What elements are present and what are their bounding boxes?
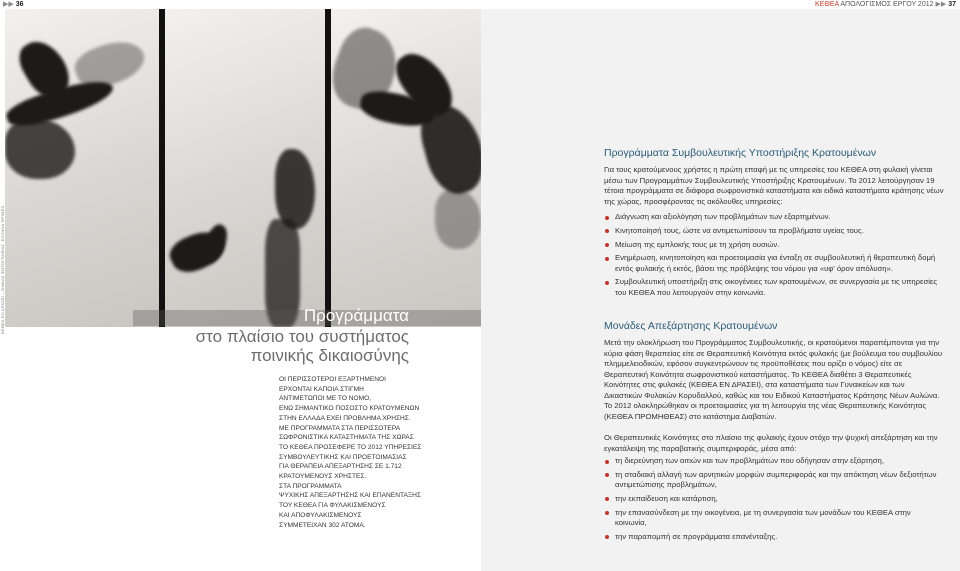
intro-line: ΣΤΗΝ ΕΛΛΑΔΑ ΕΧΕΙ ΠΡΟΒΛΗΜΑ ΧΡΗΣΗΣ.	[279, 414, 411, 422]
page-number: 36	[15, 1, 24, 8]
list-item: την εκπαίδευση και κατάρτιση,	[604, 494, 944, 504]
intro-line: ΚΡΑΤΟΥΜΕΝΟΥΣ ΧΡΗΣΤΕΣ.	[279, 473, 367, 481]
left-page	[0, 9, 480, 571]
intro-line: ΕΝΩ ΣΗΜΑΝΤΙΚΟ ΠΟΣΟΣΤΟ ΚΡΑΤΟΥΜΕΝΩΝ	[279, 405, 420, 413]
list-item: την επανασύνδεση με την οικογένεια, με τη συνεργασία των μονάδων του ΚΕΘΕΑ στην κοινωνία,	[604, 508, 944, 528]
section-heading: Μονάδες Απεξάρτησης Κρατουμένων	[604, 320, 778, 332]
photo-divider	[325, 9, 331, 327]
section-paragraph: Μετά την ολοκλήρωση του Προγράμματος Συμβουλευτικής, οι κρατούμενοι παραπέμπονται για την κύρια φάση θεραπείας είτε σε Θεραπευτική Κοινότητα εκτός φυλακής (με βούλευμα του συμβουλίου πλημμελειοδικών, εφόσον συγκεντρώνουν τις προϋποθέσεις που ορίζει ο νόμος) είτε σε Θεραπευτική Κοινότητα σωφρονιστικού καταστήματος. Το ΚΕΘΕΑ διαθέτει 3 Θεραπευτικές Κοινότητες στις φυλακές (ΚΕΘΕΑ ΕΝ ΔΡΑΣΕΙ), στα καταστήματα των Γυναικείων και των Δικαστικών Φυλακών Κορυδαλλού, καθώς και του Ειδικού Καταστήματος Κράτησης Νέων Αυλώνα. Το 2012 ολοκληρώθηκαν οι προετοιμασίες για τη λειτουργία της νέας Θεραπευτικής Κοινότητας (ΚΕΘΕΑ ΠΡΟΜΗΘΕΑΣ) στο κατάστημα Διαβατών.	[604, 338, 943, 421]
list-item: τη διερεύνηση των αιτιών και των προβλημάτων που οδήγησαν στην εξάρτηση,	[604, 456, 944, 466]
list-item: Συμβουλευτική υποστήριξη στις οικογένειες των κρατουμένων, σε συνεργασία με τις υπηρεσίες του ΚΕΘΕΑ που λειτουργούν στην κοινωνία.	[604, 277, 944, 297]
arrow-marker-icon: ▶▶	[3, 1, 14, 8]
intro-line: ΚΑΙ ΑΠΟΦΥΛΑΚΙΣΜΕΝΟΥΣ	[279, 511, 362, 519]
intro-line: ΣΩΦΡΟΝΙΣΤΙΚΑ ΚΑΤΑΣΤΗΜΑΤΑ ΤΗΣ ΧΩΡΑΣ	[279, 434, 414, 442]
page-title: Προγράμματα	[303, 306, 409, 325]
list-item: Μείωση της εμπλοκής τους με τη χρήση ουσιών.	[604, 240, 944, 250]
intro-line: ΟΙ ΠΕΡΙΣΣΟΤΕΡΟΙ ΕΞΑΡΤΗΜΕΝΟΙ	[279, 376, 386, 383]
running-title: ΑΠΟΛΟΓΙΣΜΟΣ ΕΡΓΟΥ 2012	[840, 1, 934, 8]
intro-line: ΣΥΜΜΕΤΕΙΧΑΝ 302 ΑΤΟΜΑ.	[279, 521, 366, 529]
right-running-head	[815, 0, 956, 8]
list-item: τη σταδιακή αλλαγή των αρνητικών μορφών συμπεριφοράς και την απόκτηση νέων δεξιοτήτων αντιμετώπισης προβλημάτων,	[604, 470, 944, 490]
section-heading: Προγράμματα Συμβουλευτικής Υποστήριξης Κρατουμένων	[604, 147, 877, 159]
page-header	[0, 0, 960, 9]
arrow-marker-icon: ▶▶	[935, 1, 947, 8]
list-item: Κινητοποίησή τους, ώστε να αντιμετωπίσουν τα προβλήματα υγείας τους.	[604, 226, 944, 236]
page-subtitle-line-2: ποινικής δικαιοσύνης	[250, 346, 409, 365]
hands-shadow-photo	[5, 9, 481, 327]
right-page	[481, 9, 960, 571]
intro-line: ΓΙΑ ΘΕΡΑΠΕΙΑ ΑΠΕΞΑΡΤΗΣΗΣ ΣΕ 1.712	[279, 463, 402, 471]
list-item: Ενημέρωση, κινητοποίηση και προετοιμασία για ένταξη σε συμβουλευτική ή θεραπευτική δομή εντός φυλακής ή εκτός, βάσει της πρόβλεψης του νόμου για «υφ' όρον απόλυση».	[604, 253, 944, 273]
list-item: Διάγνωση και αξιολόγηση των προβλημάτων των εξαρτημένων.	[604, 212, 944, 222]
intro-line: ΤΟ ΚΕΘΕΑ ΠΡΟΣΕΦΕΡΕ ΤΟ 2012 ΥΠΗΡΕΣΙΕΣ	[279, 443, 422, 451]
intro-line: ΣΤΑ ΠΡΟΓΡΑΜΜΑΤΑ	[279, 482, 342, 490]
section-paragraph: Οι Θεραπευτικές Κοινότητες στο πλαίσιο της φυλακής έχουν στόχο την ψυχική απεξάρτηση και την εγκατάλειψη της παραβατικής συμπεριφοράς, μέσα από:	[604, 433, 938, 453]
intro-line: ΣΥΜΒΟΥΛΕΥΤΙΚΗΣ ΚΑΙ ΠΡΟΕΤΟΙΜΑΣΙΑΣ	[279, 453, 407, 461]
photo-divider	[159, 9, 165, 327]
intro-line: ΑΝΤΙΜΕΤΩΠΟΙ ΜΕ ΤΟ ΝΟΜΟ,	[279, 395, 372, 403]
bullet-list	[604, 212, 944, 301]
list-item: την παραπομπή σε προγράμματα επανένταξης.	[604, 532, 944, 542]
page-subtitle-line-1: στο πλαίσιο του συστήματος	[195, 327, 409, 346]
left-page-number	[3, 0, 24, 8]
intro-text	[279, 375, 459, 530]
section-paragraph: Για τους κρατούμενους χρήστες η πρώτη επαφή με τις υπηρεσίες του ΚΕΘΕΑ στη φυλακή γίνεται μέσω των Προγραμμάτων Συμβουλευτικής Υποστήριξης Κρατουμένων. Το 2012 λειτούργησαν 19 τέτοια προγράμματα σε διάφορα σωφρονιστικά καταστήματα και ειδικά καταστήματα κράτησης νέων της χώρας, προσφέροντας τις ακόλουθες υπηρεσίες:	[604, 165, 944, 206]
intro-line: ΤΟΥ ΚΕΘΕΑ ΓΙΑ ΦΥΛΑΚΙΣΜΕΝΟΥΣ	[279, 502, 386, 510]
intro-line: ΨΥΧΙΚΗΣ ΑΠΕΞΑΡΤΗΣΗΣ ΚΑΙ ΕΠΑΝΕΝΤΑΞΗΣ	[279, 492, 422, 500]
intro-line: ΜΕ ΠΡΟΓΡΑΜΜΑΤΑ ΣΤΑ ΠΕΡΙΣΣΟΤΕΡΑ	[279, 424, 401, 432]
bullet-list	[604, 456, 944, 545]
photo-credit: ΚΕΘΕΑ ΕΝ ΔΡΑΣΕΙ – ΟΜΑΔΑ ΦΩΤΟΓΡΑΦΙΑΣ: ΕΛΛΗΝΑ ΦΡΙΜΕΝ	[0, 205, 5, 334]
brand-name: ΚΕΘΕΑ	[815, 1, 839, 8]
intro-line: ΕΡΧΟΝΤΑΙ ΚΑΠΟΙΑ ΣΤΙΓΜΗ	[279, 385, 364, 393]
page-number: 37	[948, 1, 956, 8]
